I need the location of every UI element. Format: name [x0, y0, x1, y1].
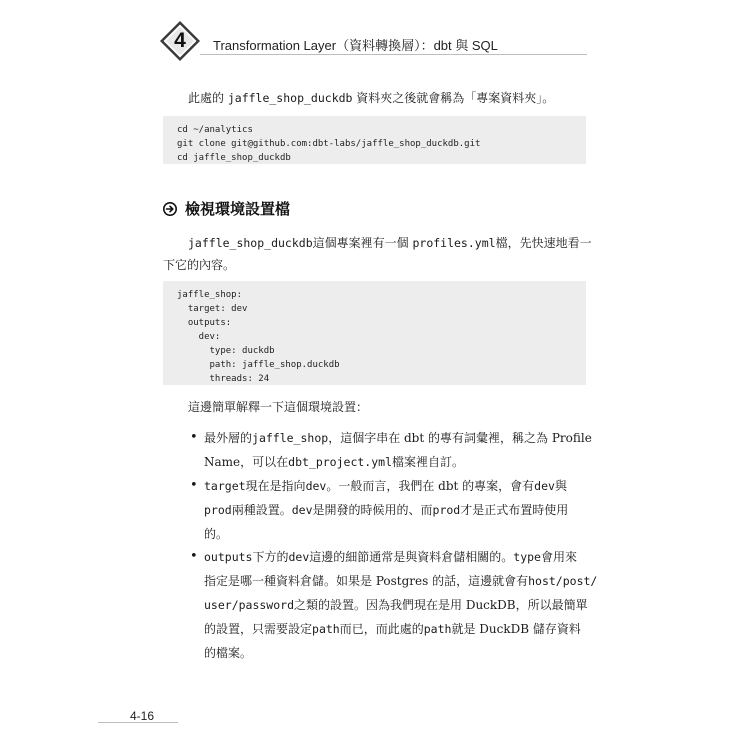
bullet-text: 指定是哪一種資料倉儲。如果是 Postgres 的話，這邊就會有 [204, 574, 529, 588]
bullet-line [204, 474, 586, 498]
bullet-text: 的。 [204, 527, 229, 541]
code-line: cd ~/analytics [177, 125, 253, 135]
chapter-number: 4 [174, 29, 186, 52]
intro-text-after: 資料夾之後就會稱為「專案資料夾」。 [356, 91, 555, 105]
bullet-text: 最外層的 [204, 431, 253, 445]
code-line: target: dev [177, 304, 248, 314]
inline-code: prod [432, 503, 461, 517]
paragraph-text: 檔，先快速地看一 [495, 236, 592, 250]
intro-paragraph [188, 86, 554, 110]
inline-code: dbt_project.yml [288, 455, 392, 469]
code-line: threads: 24 [177, 374, 270, 384]
code-line: git clone git@github.com:dbt-labs/jaffle_shop_duckdb.git [177, 139, 481, 149]
bullet-text: 與 [554, 479, 567, 493]
inline-code: dev [534, 479, 555, 493]
bullet-text: 就是 DuckDB 儲存資料 [451, 622, 581, 636]
paragraph-text: 這個專案裡有一個 [312, 236, 409, 250]
inline-code: path [423, 622, 452, 636]
bullet-symbol: • [190, 478, 198, 493]
bullet-text: 之類的設置。因為我們現在是用 DuckDB，所以最簡單 [294, 598, 588, 612]
bullet-line [204, 569, 598, 593]
inline-code: profiles.yml [412, 236, 496, 250]
inline-code: type [513, 550, 541, 564]
inline-code: path [312, 622, 340, 636]
bullet-text: 而已，而此處的 [339, 622, 424, 636]
page-number: 4-16 [130, 709, 155, 723]
code-line: cd jaffle_shop_duckdb [177, 153, 291, 163]
bullet-line [204, 641, 586, 665]
inline-code: user/password [204, 598, 295, 612]
bullet-text: 現在是指向 [245, 479, 306, 493]
profiles-paragraph-line-2: 下它的內容。 [163, 258, 236, 272]
section-title: 檢視環境設置檔 [185, 200, 291, 218]
inline-code: dev [291, 503, 313, 517]
intro-code-folder: jaffle_shop_duckdb [227, 91, 353, 105]
inline-code: dev [288, 550, 310, 564]
inline-code: target [204, 479, 246, 493]
bullet-item-outputs [204, 545, 598, 665]
bullet-line [204, 522, 586, 546]
bullet-text: 是開發的時候用的、而 [312, 503, 433, 517]
bullet-text: 檔案裡自訂。 [392, 455, 465, 469]
inline-code: jaffle_shop [252, 431, 329, 445]
bullet-line [204, 545, 586, 569]
bullet-text: 才是正式布置時使用 [460, 503, 569, 517]
bullet-line [204, 498, 586, 522]
code-block-git-clone [163, 116, 586, 164]
chapter-title: Transformation Layer（資料轉換層）：dbt 與 SQL [213, 38, 498, 53]
bullet-symbol: • [190, 430, 198, 445]
bullet-line [204, 593, 586, 617]
bullet-text: Name，可以在 [204, 455, 289, 469]
inline-code: dev [305, 479, 327, 493]
bullet-text: 這邊的細節通常是與資料倉儲相關的。 [309, 550, 514, 564]
explanation-intro: 這邊簡單解釋一下這個環境設置： [188, 400, 369, 414]
code-block-profiles-yml [163, 281, 586, 385]
inline-code: jaffle_shop_duckdb [188, 236, 313, 250]
bullet-item-target [204, 474, 586, 546]
inline-code: prod [204, 503, 232, 517]
circle-arrow-icon [163, 202, 177, 216]
bullet-line [204, 617, 586, 641]
section-heading [163, 198, 290, 219]
bullet-line [204, 426, 592, 450]
bullet-item-profile-name [204, 426, 592, 474]
code-line: type: duckdb [177, 346, 275, 356]
code-line: path: jaffle_shop.duckdb [177, 360, 340, 370]
inline-code: outputs [204, 550, 253, 564]
bullet-symbol: • [190, 549, 198, 564]
inline-code: host/post/ [528, 574, 598, 588]
intro-text-before: 此處的 [188, 91, 225, 105]
profiles-paragraph-line-1 [188, 231, 592, 255]
code-line: jaffle_shop: [177, 290, 243, 300]
header-divider [200, 54, 587, 55]
code-line: outputs: [177, 318, 232, 328]
code-line: dev: [177, 332, 221, 342]
bullet-text: 的設置，只需要設定 [204, 622, 313, 636]
bullet-text: 下方的 [252, 550, 289, 564]
bullet-line [204, 450, 586, 474]
bullet-text: 的檔案。 [204, 646, 253, 660]
bullet-text: 會用來 [540, 550, 577, 564]
bullet-text: 。一般而言，我們在 dbt 的專案，會有 [326, 479, 535, 493]
bullet-text: 兩種設置。 [231, 503, 292, 517]
bullet-text: ，這個字串在 dbt 的專有詞彙裡，稱之為 Profile [328, 431, 592, 445]
